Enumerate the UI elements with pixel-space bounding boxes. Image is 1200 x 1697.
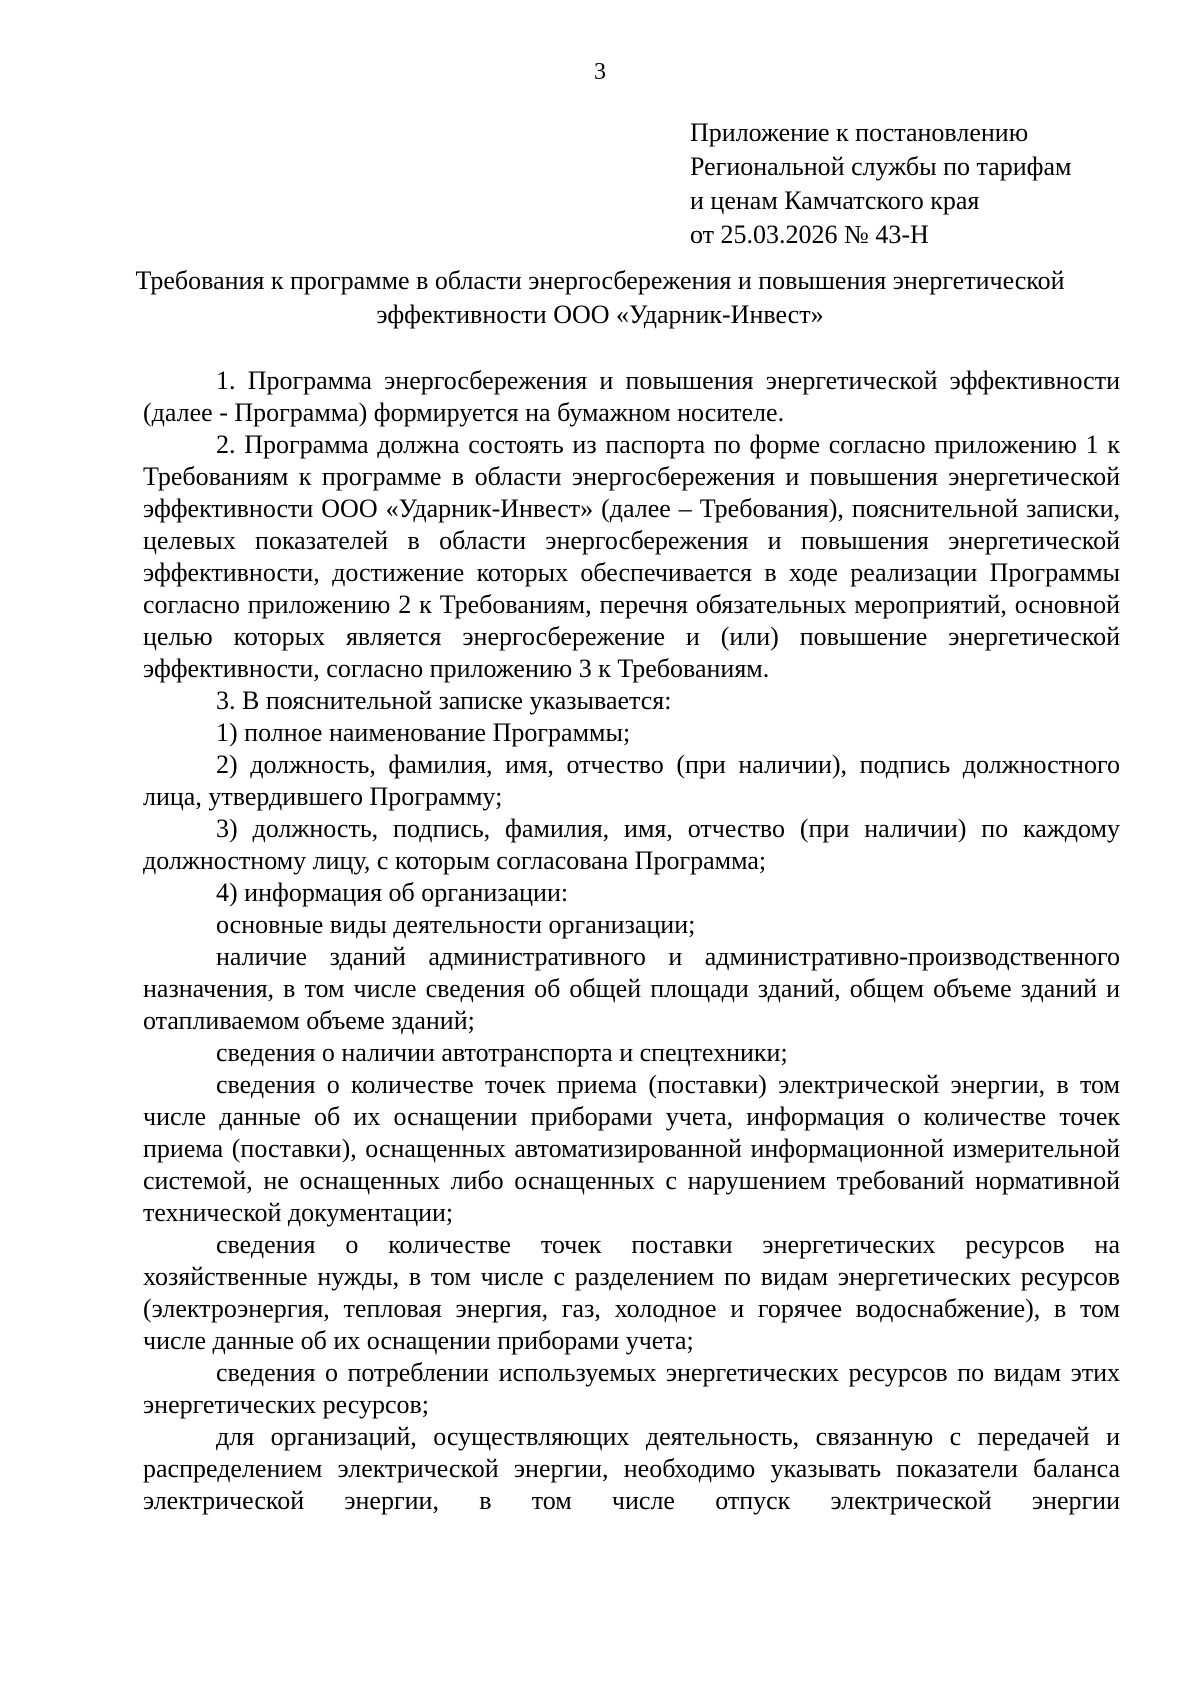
paragraph: 3. В пояснительной записке указывается: [216, 686, 672, 715]
paragraph: сведения о потреблении используемых энергетических ресурсов по видам этих энергетических ресурсов; [143, 1358, 1120, 1419]
paragraph: 2. Программа должна состоять из паспорта по форме согласно приложению 1 к Требованиям к программе в области энергосбережения и повышения энергетической эффективности ООО «Ударник-Инвест» (далее – Требования), пояснительной записки, целевых показателей в области энергосбережения и повышения энергетической эффективности, достижение которых обеспечивается в ходе реализации Программы согласно приложению 2 к Требованиям, перечня обязательных мероприятий, основной целью которых является энергосбережение и (или) повышение энергетической эффективности, согласно приложению 3 к Требованиям. [143, 430, 1120, 683]
paragraph: 3) должность, подпись, фамилия, имя, отчество (при наличии) по каждому должностному лицу, с которым согласована Программа; [143, 814, 1120, 875]
appendix-line: Приложение к постановлению [690, 118, 1029, 147]
paragraph: сведения о количестве точек поставки энергетических ресурсов на хозяйственные нужды, в том числе с разделением по видам энергетических ресурсов (электроэнергия, тепловая энергия, газ, холодное и горячее водоснабжение), в том числе данные об их оснащении приборами учета; [143, 1230, 1120, 1355]
paragraph: наличие зданий административного и административно-производственного назначения, в том числе сведения об общей площади зданий, общем объеме зданий и отапливаемом объеме зданий; [143, 942, 1120, 1035]
page-number: 3 [594, 59, 606, 85]
document-title-line: Требования к программе в области энергосбережения и повышения энергетической [135, 266, 1065, 295]
appendix-header [690, 116, 1071, 252]
document-title [80, 264, 1120, 332]
document-title-line: эффективности ООО «Ударник-Инвест» [376, 300, 824, 329]
appendix-line: и ценам Камчатского края [690, 186, 980, 215]
appendix-line: от 25.03.2026 № 43-Н [690, 220, 929, 249]
document-body [143, 365, 1120, 1517]
paragraph: основные виды деятельности организации; [216, 910, 696, 939]
appendix-line: Региональной службы по тарифам [690, 152, 1072, 181]
paragraph: 1) полное наименование Программы; [216, 718, 631, 747]
paragraph: 2) должность, фамилия, имя, отчество (при наличии), подпись должностного лица, утвердившего Программу; [143, 750, 1120, 811]
paragraph: 4) информация об организации: [216, 878, 569, 907]
paragraph: сведения о наличии автотранспорта и спецтехники; [216, 1038, 788, 1067]
paragraph: 1. Программа энергосбережения и повышения энергетической эффективности (далее - Программа) формируется на бумажном носителе. [143, 366, 1120, 427]
paragraph: сведения о количестве точек приема (поставки) электрической энергии, в том числе данные об их оснащении приборами учета, информация о количестве точек приема (поставки), оснащенных автоматизированной информационной измерительной системой, не оснащенных либо оснащенных с нарушением требований нормативной технической документации; [143, 1070, 1120, 1227]
paragraph: для организаций, осуществляющих деятельность, связанную с передачей и распределением электрической энергии, необходимо указывать показатели баланса электрической энергии, в том числе отпуск электрической энергии [143, 1422, 1120, 1515]
